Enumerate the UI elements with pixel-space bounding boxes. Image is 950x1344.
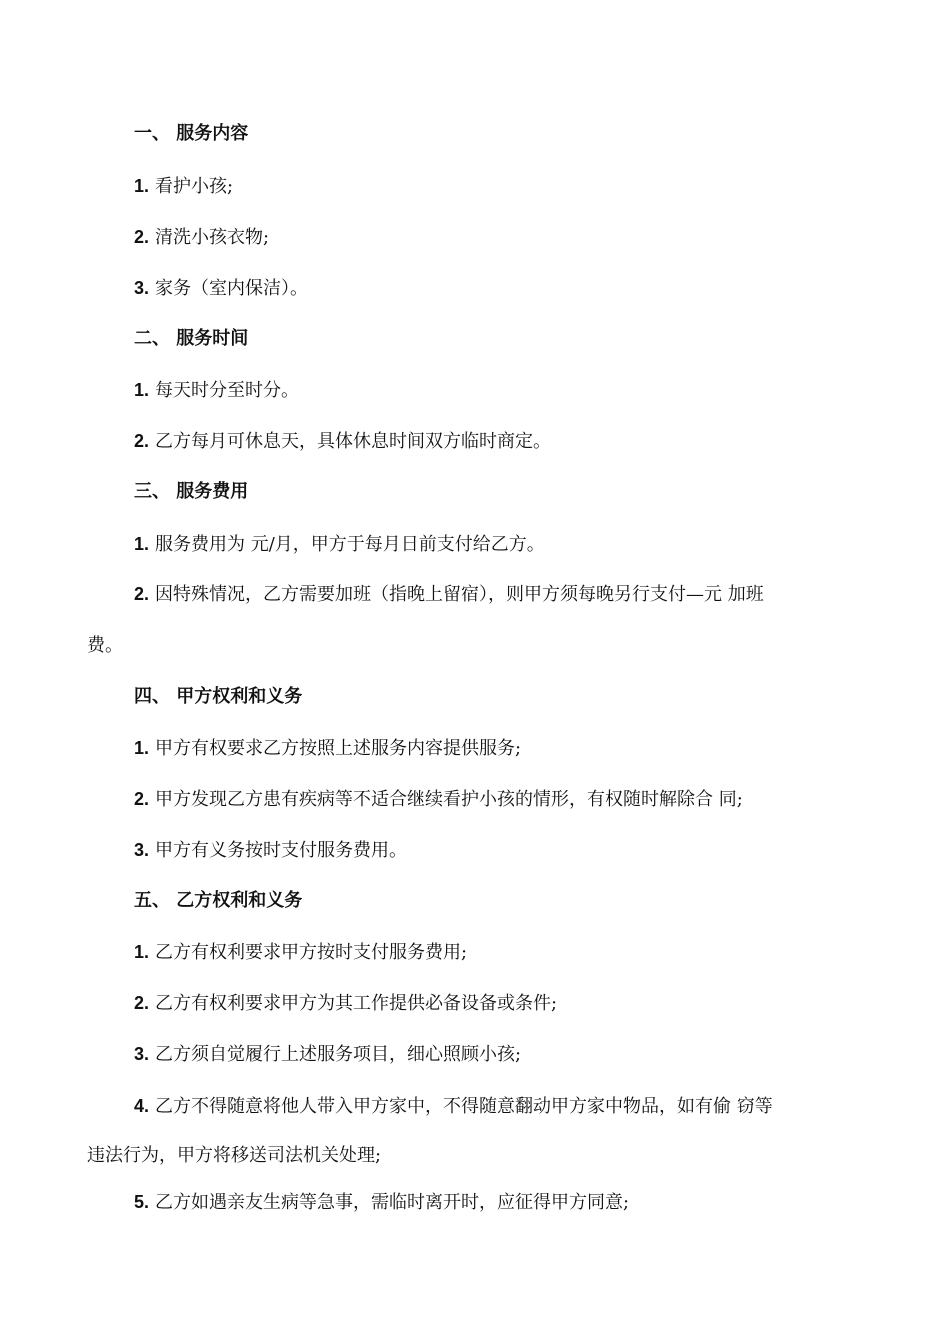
item-number: 3.: [134, 1044, 150, 1064]
item-number: 2.: [134, 993, 150, 1013]
list-item: [134, 378, 299, 403]
item-text: 看护小孩;: [155, 176, 234, 197]
item-text: 乙方须自觉履行上述服务项目，细心照顾小孩;: [155, 1044, 522, 1065]
item-number: 1.: [134, 738, 150, 758]
item-number: 1.: [134, 942, 150, 962]
item-continuation: 费。: [87, 635, 123, 656]
list-item: [134, 429, 551, 454]
section-heading-service-content: 一、 服务内容: [134, 123, 249, 144]
list-item: [134, 225, 269, 250]
item-number: 1.: [134, 176, 150, 196]
list-item: [134, 582, 764, 607]
list-item: [134, 736, 521, 761]
list-item: [134, 174, 233, 199]
item-continuation: 违法行为，甲方将移送司法机关处理;: [87, 1145, 382, 1166]
section-heading-party-b-rights: 五、 乙方权利和义务: [134, 890, 303, 911]
item-text: 家务（室内保洁）。: [155, 278, 309, 299]
item-number: 1.: [134, 534, 150, 554]
item-number: 2.: [134, 227, 150, 247]
item-text: 甲方发现乙方患有疾病等不适合继续看护小孩的情形，有权随时解除合 同;: [155, 789, 743, 810]
item-number: 1.: [134, 380, 150, 400]
list-item: [134, 532, 545, 557]
item-text: 乙方每月可休息天，具体休息时间双方临时商定。: [155, 431, 552, 452]
item-text: 乙方如遇亲友生病等急事，需临时离开时，应征得甲方同意;: [155, 1192, 630, 1213]
item-text: 甲方有权要求乙方按照上述服务内容提供服务;: [155, 738, 522, 759]
item-number: 2.: [134, 584, 150, 604]
list-item: [134, 1094, 773, 1119]
item-text: 因特殊情况，乙方需要加班（指晚上留宿），则甲方须每晚另行支付—元 加班: [155, 584, 764, 605]
item-text: 每天时分至时分。: [155, 380, 300, 401]
list-item: [134, 1042, 521, 1067]
item-number: 2.: [134, 789, 150, 809]
item-number: 3.: [134, 840, 150, 860]
item-text: 甲方有义务按时支付服务费用。: [155, 840, 408, 861]
section-heading-party-a-rights: 四、 甲方权利和义务: [134, 686, 303, 707]
list-item: [134, 838, 407, 863]
item-text: 乙方有权利要求甲方按时支付服务费用;: [155, 942, 468, 963]
list-item: [134, 787, 743, 812]
item-text: 乙方有权利要求甲方为其工作提供必备设备或条件;: [155, 993, 558, 1014]
list-item: [134, 991, 557, 1016]
list-item: [134, 940, 467, 965]
section-heading-service-time: 二、 服务时间: [134, 328, 249, 349]
item-text: 清洗小孩衣物;: [155, 227, 270, 248]
item-text: 服务费用为 元/月，甲方于每月日前支付给乙方。: [155, 534, 545, 555]
item-number: 5.: [134, 1192, 150, 1212]
list-item: [134, 276, 308, 301]
item-text: 乙方不得随意将他人带入甲方家中，不得随意翻动甲方家中物品，如有偷 窃等: [155, 1096, 773, 1117]
item-number: 3.: [134, 278, 150, 298]
list-item: [134, 1190, 629, 1215]
item-number: 4.: [134, 1096, 150, 1116]
item-number: 2.: [134, 431, 150, 451]
section-heading-service-fee: 三、 服务费用: [134, 481, 249, 502]
